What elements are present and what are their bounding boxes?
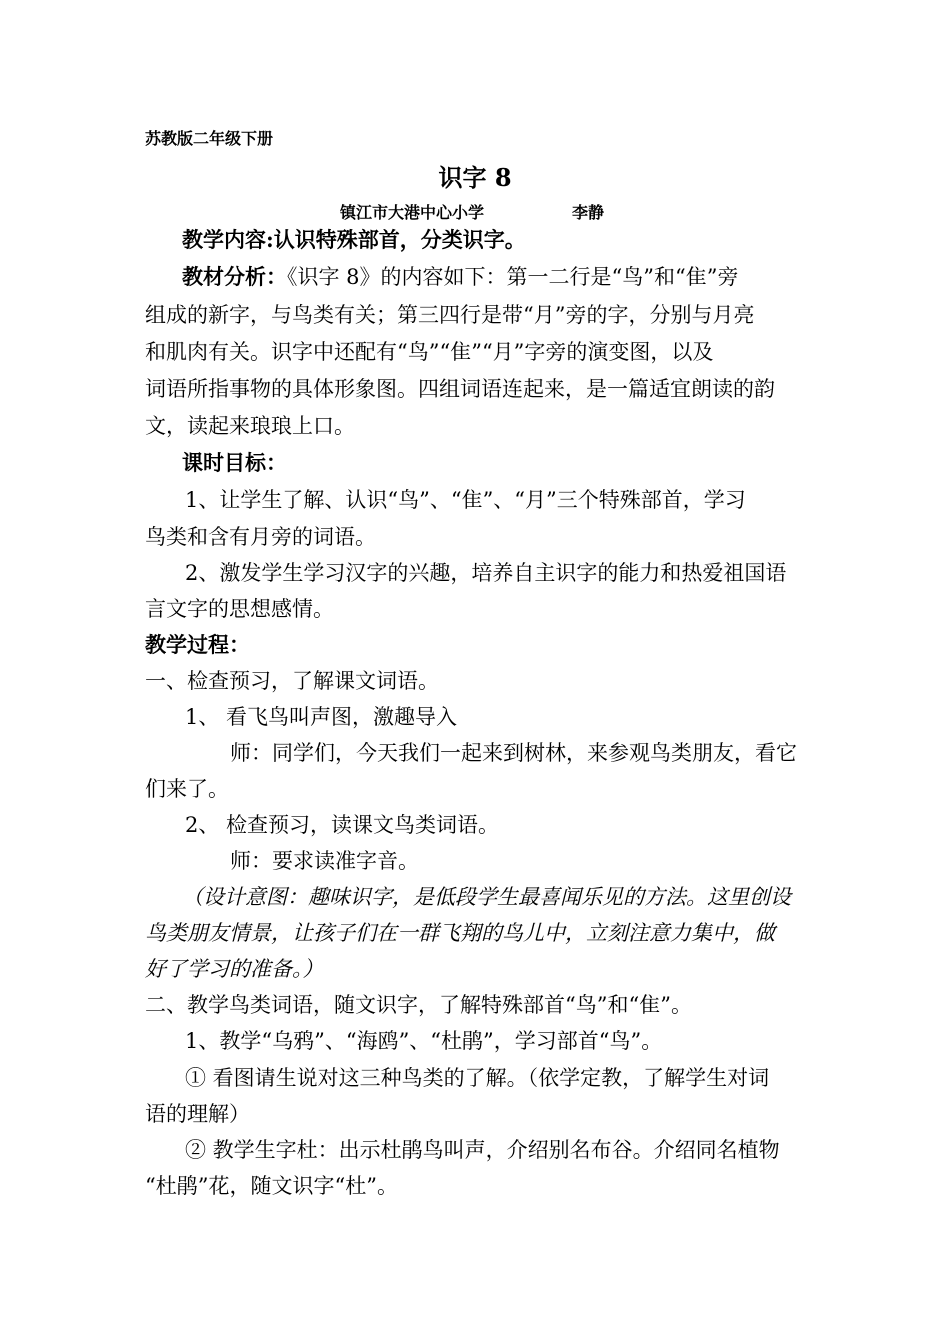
analysis-text-1: 《识字 8》的内容如下：第一二行是“鸟”和“隹”旁 [287, 265, 739, 289]
analysis-label: 教材分析： [182, 264, 287, 289]
design-intent-line-3: 好了学习的准备。） [145, 957, 324, 981]
page-title: 识字 8 [438, 163, 512, 192]
section-2-item-2-line-1: ② 教学生字杜：出示杜鹃鸟叫声，介绍别名布谷。介绍同名植物 [185, 1138, 780, 1162]
teaching-content [182, 225, 526, 255]
teacher-line-1-cont: 们来了。 [145, 777, 229, 801]
design-intent-line-2: 鸟类朋友情景，让孩子们在一群飞翔的鸟儿中，立刻注意力集中，做 [145, 921, 775, 945]
section-1-step-2: 2、 检查预习，读课文鸟类词语。 [185, 813, 500, 837]
analysis-line-1 [182, 262, 738, 292]
section-2-item-1-line-2: 语的理解） [145, 1102, 250, 1126]
goal-1-line-2: 鸟类和含有月旁的词语。 [145, 525, 376, 549]
section-1-heading: 一、检查预习，了解课文词语。 [145, 669, 439, 693]
goal-1-line-1: 1、让学生了解、认识“鸟”、“隹”、“月”三个特殊部首，学习 [185, 488, 746, 512]
analysis-line-5: 文，读起来琅琅上口。 [145, 414, 355, 438]
goal-2-line-1: 2、激发学生学习汉字的兴趣，培养自主识字的能力和热爱祖国语 [185, 561, 787, 585]
teacher-line-2: 师：要求读准字音。 [230, 849, 419, 873]
process-label: 教学过程： [145, 632, 250, 657]
goal-2-line-2: 言文字的思想感情。 [145, 597, 334, 621]
analysis-line-4: 词语所指事物的具体形象图。四组词语连起来，是一篇适宜朗读的韵 [145, 377, 775, 401]
section-2-step-1: 1、教学“乌鸦”、“海鸥”、“杜鹃”，学习部首“鸟”。 [185, 1029, 663, 1053]
teacher-line-1: 师：同学们，今天我们一起来到树林，来参观鸟类朋友，看它 [230, 741, 797, 765]
teaching-content-label: 教学内容: [182, 227, 274, 252]
section-2-item-2-line-2: “杜鹃”花，随文识字“杜”。 [145, 1174, 398, 1198]
section-2-item-1-line-1: ① 看图请生说对这三种鸟类的了解。（依学定教，了解学生对词 [185, 1066, 770, 1090]
design-intent-line-1: （设计意图：趣味识字，是低段学生最喜闻乐见的方法。这里创设 [182, 885, 791, 909]
teaching-content-text: 认识特殊部首，分类识字。 [273, 227, 526, 252]
section-2-heading: 二、教学鸟类词语，随文识字，了解特殊部首“鸟”和“隹”。 [145, 993, 692, 1017]
author-name: 李静 [572, 203, 605, 222]
section-1-step-1: 1、 看飞鸟叫声图，激趣导入 [185, 705, 458, 729]
grade-label: 苏教版二年级下册 [145, 129, 274, 148]
analysis-line-3: 和肌肉有关。识字中还配有“鸟”“隹”“月”字旁的演变图，以及 [145, 340, 714, 364]
analysis-line-2: 组成的新字，与鸟类有关；第三四行是带“月”旁的字，分别与月亮 [145, 303, 755, 327]
school-name: 镇江市大港中心小学 [340, 203, 485, 222]
goals-label: 课时目标： [182, 450, 287, 475]
